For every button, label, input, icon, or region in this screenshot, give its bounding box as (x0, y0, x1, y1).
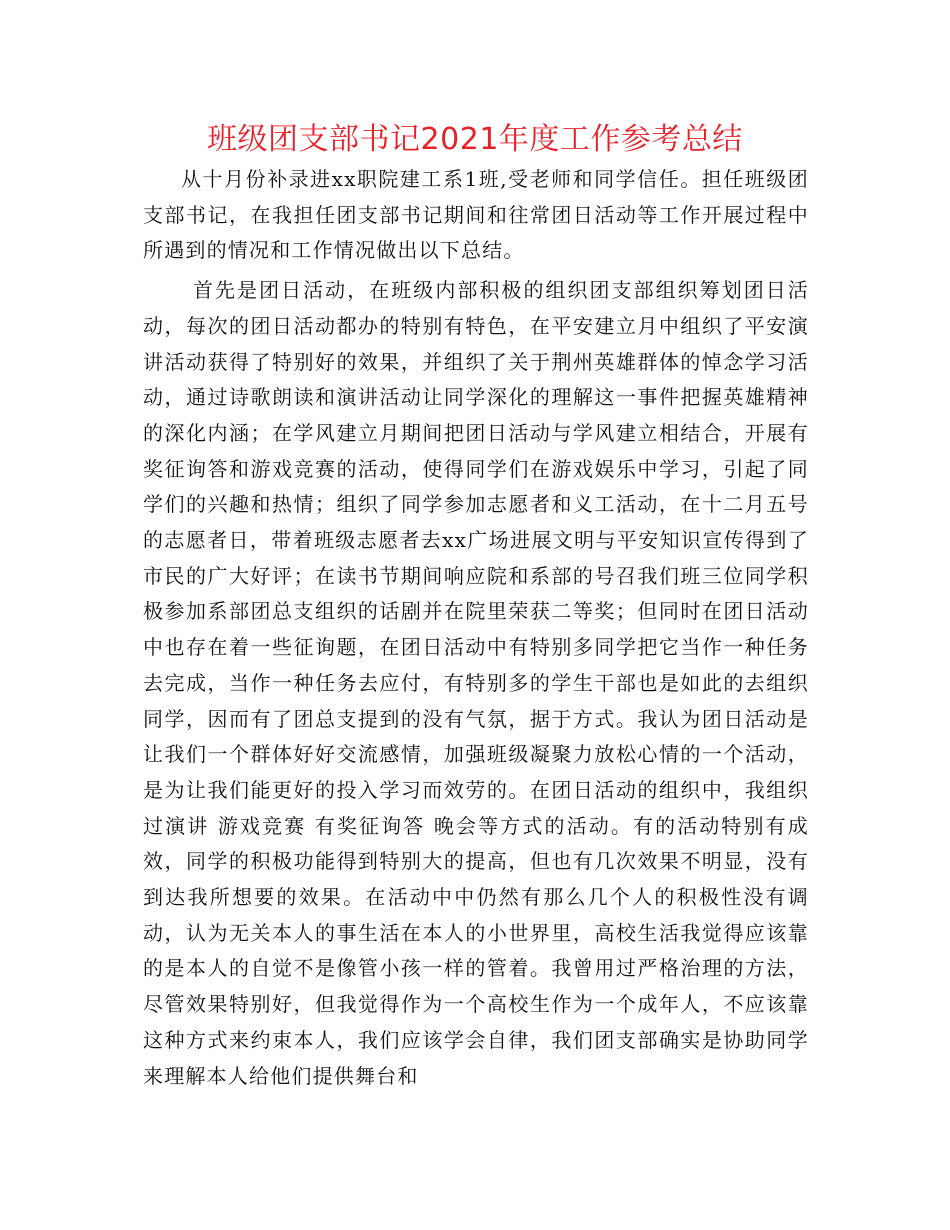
paragraph-activities: 首先是团日活动，在班级内部积极的组织团支部组织筹划团日活动，每次的团日活动都办的特别有特色，在平安建立月中组织了平安演讲活动获得了特别好的效果，并组织了关于荆州英雄群体的悼念学习活动，通过诗歌朗读和演讲活动让同学深化的理解这一事件把握英雄精神的深化内涵；在学风建立月期间把团日活动与学风建立相结合，开展有奖征询答和游戏竞赛的活动，使得同学们在游戏娱乐中学习，引起了同学们的兴趣和热情；组织了同学参加志愿者和义工活动，在十二月五号的志愿者日，带着班级志愿者去xx广场进展文明与平安知识宣传得到了市民的广大好评；在读书节期间响应院和系部的号召我们班三位同学积极参加系部团总支组织的话剧并在院里荣获二等奖；但同时在团日活动中也存在着一些征询题，在团日活动中有特别多同学把它当作一种任务去完成，当作一种任务去应付，有特别多的学生干部也是如此的去组织同学，因而有了团总支提到的没有气氛，据于方式。我认为团日活动是让我们一个群体好好交流感情，加强班级凝聚力放松心情的一个活动，是为让我们能更好的投入学习而效劳的。在团日活动的组织中，我组织过演讲 游戏竞赛 有奖征询答 晚会等方式的活动。有的活动特别有成效，同学的积极功能得到特别大的提高，但也有几次效果不明显，没有到达我所想要的效果。在活动中中仍然有那么几个人的积极性没有调动，认为无关本人的事生活在本人的小世界里，高校生活我觉得应该靠的是本人的自觉不是像管小孩一样的管着。我曾用过严格治理的方法，尽管效果特别好，但我觉得作为一个高校生作为一个成年人，不应该靠这种方式来约束本人，我们应该学会自律，我们团支部确实是协助同学来理解本人给他们提供舞台和 (143, 278, 809, 1088)
document-body (143, 162, 809, 1094)
paragraph-intro: 从十月份补录进xx职院建工系1班,受老师和同学信任。担任班级团支部书记，在我担任团支部书记期间和往常团日活动等工作开展过程中所遇到的情况和工作情况做出以下总结。 (143, 167, 809, 263)
document-title: 班级团支部书记2021年度工作参考总结 (207, 122, 743, 157)
